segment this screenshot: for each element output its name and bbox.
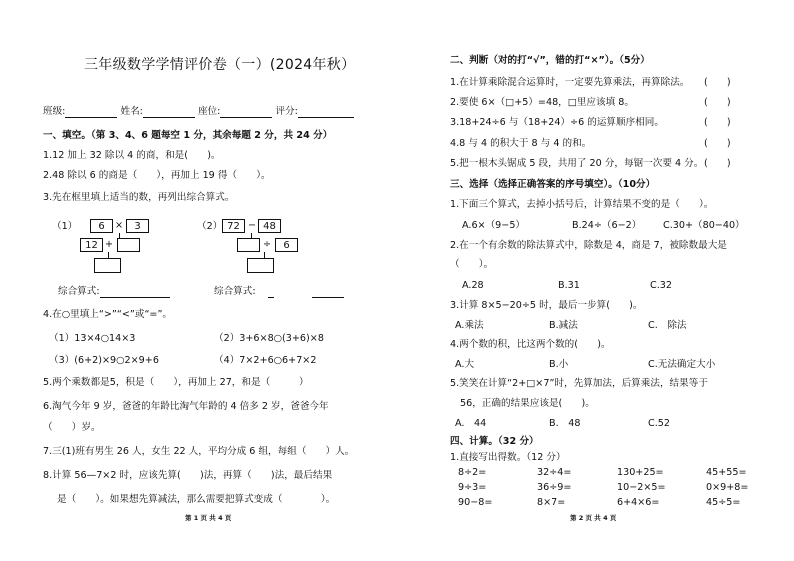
diagram-2-box-a: 72 (222, 219, 245, 233)
footer-page-1: 第 1 页 共 4 页 (185, 514, 232, 522)
judge-3: 3.18+24÷6 与（18+24）÷6 的运算顺序相同。 (450, 117, 664, 128)
info-line (43, 106, 354, 118)
calc-item: 45÷5= (706, 497, 741, 508)
combo-formula-2-blank-a[interactable] (268, 286, 274, 298)
judge-4: 4.8 与 4 的积大于 8 与 4 的和。 (450, 138, 592, 149)
question-1-6b: （ ）岁。 (43, 422, 101, 433)
diagram-1-box-c: 12 (80, 238, 103, 252)
choice-5-option-c[interactable]: C.52 (648, 418, 670, 429)
section-1-title: 一、填空。（第 3、4、6 题每空 1 分，其余每题 2 分，共 24 分） (43, 130, 333, 141)
choice-4: 4.两个数的积，比这两个数的( )。 (450, 339, 611, 350)
calc-item: 6+4×6= (617, 497, 660, 508)
judge-5-paren[interactable]: ( ) (704, 158, 731, 169)
score-label: 评分: (275, 106, 298, 117)
section-4-title: 四、计算。（32 分） (450, 436, 539, 447)
compare-2: （2）3+6×8○(3+6)×8 (214, 333, 324, 344)
calc-item: 8÷2= (458, 467, 487, 478)
question-1-4: 4.在○里填上“>”“<”或“=”。 (43, 309, 173, 320)
calc-item: 130+25= (617, 467, 664, 478)
judge-3-paren[interactable]: ( ) (704, 117, 731, 128)
choice-2b: （ ）。 (450, 259, 494, 270)
diagram-1-box-a: 6 (90, 219, 113, 233)
compare-1: （1）13×4○14×3 (49, 333, 136, 344)
choice-5-option-a[interactable]: A. 44 (455, 418, 487, 429)
choice-2-option-b[interactable]: B.31 (558, 280, 580, 291)
calc-item: 8×7= (537, 497, 566, 508)
choice-3: 3.计算 8×5−20÷5 时，最后一步算( )。 (450, 300, 643, 311)
judge-4-paren[interactable]: ( ) (704, 138, 731, 149)
section-3-title: 三、选择（选择正确答案的序号填空）。（10分） (450, 179, 656, 190)
footer-page-2: 第 2 页 共 4 页 (570, 514, 617, 522)
choice-1-option-a[interactable]: A.6×（9−5） (462, 220, 526, 231)
choice-4-option-a[interactable]: A.大 (455, 359, 475, 370)
name-blank[interactable] (143, 106, 195, 118)
diagram-2-box-c: 6 (275, 238, 298, 252)
calc-item: 0×9+8= (706, 482, 749, 493)
diagram-2-box-answer[interactable] (237, 238, 260, 252)
choice-5-option-b[interactable]: B. 48 (549, 418, 581, 429)
compare-4: （4）7×2+6○6+7×2 (214, 355, 317, 366)
choice-2a: 2.在一个有余数的除法算式中，除数是 4，商是 7，被除数最大是 (450, 240, 727, 251)
choice-1: 1.下面三个算式，去掉小括号后，计算结果不变的是（ ）。 (450, 199, 714, 210)
diagram-2-box-result[interactable] (247, 258, 274, 273)
judge-2-paren[interactable]: ( ) (704, 97, 731, 108)
class-label: 班级: (43, 106, 66, 117)
combo-formula-2 (214, 286, 344, 298)
diagram-1-box-answer[interactable] (117, 238, 140, 252)
seat-blank[interactable] (220, 106, 272, 118)
question-1-2: 2.48 除以 6 的商是（ ），再加上 19 得（ ）。 (43, 170, 271, 181)
choice-3-option-c[interactable]: C. 除法 (648, 320, 687, 331)
section-2-title: 二、判断（对的打“√”，错的打“×”）。（5分） (450, 55, 650, 66)
calc-item: 90−8= (458, 497, 493, 508)
judge-1-paren[interactable]: ( ) (704, 77, 731, 88)
choice-1-option-b[interactable]: B.24÷（6−2） (572, 220, 642, 231)
diagram-1-label: （1） (52, 221, 78, 232)
question-1-3: 3.先在框里填上适当的数，再列出综合算式。 (43, 192, 235, 203)
combo-formula-2-blank-b[interactable] (312, 286, 344, 298)
diagram-1-op-times: × (115, 220, 124, 231)
compare-3: （3）(6+2)×9○2×9+6 (49, 355, 159, 366)
combo-formula-1 (58, 286, 170, 298)
choice-5b: 56，正确的结果应该是( )。 (460, 398, 595, 409)
diagram-1-box-b: 3 (126, 219, 149, 233)
combo-formula-1-blank[interactable] (100, 286, 170, 298)
class-blank[interactable] (65, 106, 117, 118)
question-1-1: 1.12 加上 32 除以 4 的商，和是( )。 (43, 150, 221, 161)
judge-5: 5.把一根木头锯成 5 段，共用了 20 分，每锯一次要 4 分。 (450, 158, 704, 169)
combo-formula-1-label: 综合算式: (58, 286, 100, 297)
diagram-2-op-divide: ÷ (263, 239, 272, 250)
seat-label: 座位: (197, 106, 221, 117)
diagram-1-op-plus: + (105, 239, 114, 250)
choice-3-option-a[interactable]: A.乘法 (455, 320, 484, 331)
question-1-5: 5.两个乘数都是5，积是（ ），再加上 27，和是（ ） (43, 377, 309, 388)
choice-2-option-a[interactable]: A.28 (462, 280, 484, 291)
diagram-2-box-b: 48 (258, 219, 281, 233)
choice-3-option-b[interactable]: B.减法 (549, 320, 578, 331)
choice-5a: 5.笑笑在计算“2+□×7”时，先算加法，后算乘法，结果等于 (450, 378, 708, 389)
calc-item: 32÷4= (537, 467, 572, 478)
choice-2-option-c[interactable]: C.32 (650, 280, 672, 291)
question-1-7: 7.三(1)班有男生 26 人，女生 22 人，平均分成 6 组，每组（ ）人。 (43, 446, 355, 457)
calc-item: 45+55= (706, 467, 747, 478)
page-title: 三年级数学学情评价卷（一）(2024年秋） (84, 57, 356, 73)
choice-1-option-c[interactable]: C.30+（80−40） (663, 220, 745, 231)
score-blank[interactable] (298, 106, 354, 118)
question-1-8a: 8.计算 56—7×2 时，应该先算( )法，再算（ )法，最后结果 (43, 470, 333, 481)
diagram-2-label: （2） (197, 221, 223, 232)
judge-2: 2.要使 6×（□+5）=48，□里应该填 8。 (450, 97, 634, 108)
diagram-1-box-result[interactable] (94, 258, 121, 273)
name-label: 姓名: (120, 106, 143, 117)
calc-item: 36÷9= (537, 482, 572, 493)
calc-part-1-title: 1.直接写出得数。（12 分） (450, 452, 566, 463)
calc-item: 10−2×5= (617, 482, 666, 493)
choice-4-option-c[interactable]: C.无法确定大小 (648, 359, 716, 370)
combo-formula-2-label: 综合算式: (214, 286, 256, 297)
question-1-8b: 是（ ）。如果想先算减法，那么需要把算式变成（ ）。 (57, 494, 336, 505)
calc-item: 9÷3= (458, 482, 487, 493)
judge-1: 1.在计算乘除混合运算时，一定要先算乘法，再算除法。 (450, 77, 690, 88)
question-1-6a: 6.淘气今年 9 岁，爸爸的年龄比淘气年龄的 4 倍多 2 岁，爸爸今年 (43, 401, 329, 412)
diagram-2-op-minus: − (248, 220, 257, 231)
choice-4-option-b[interactable]: B.小 (549, 359, 569, 370)
